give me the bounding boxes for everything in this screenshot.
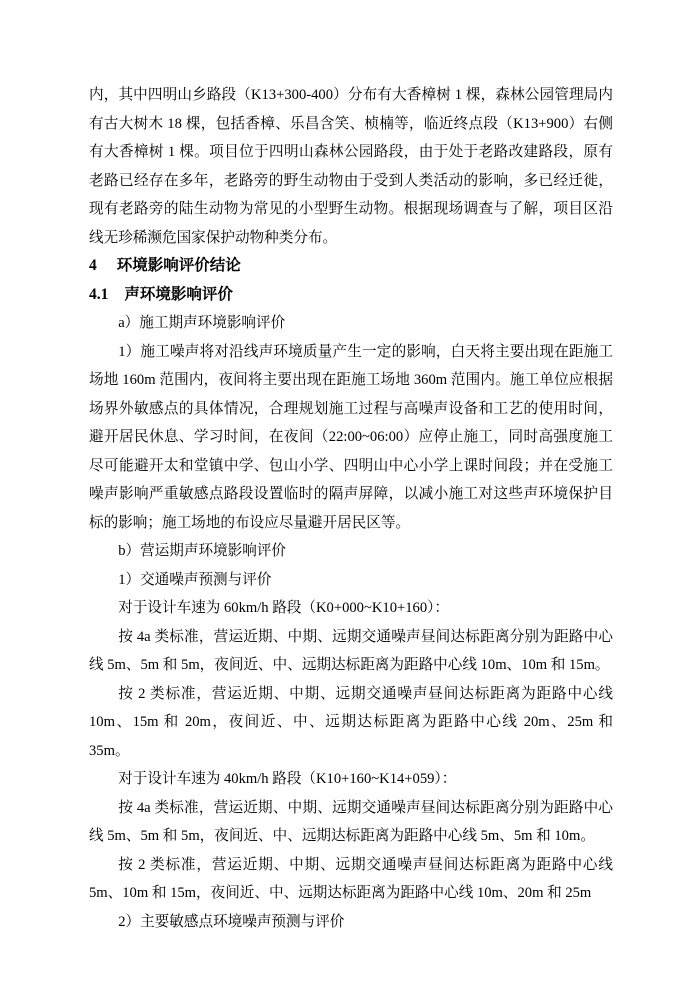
paragraph-speed-60-section: 对于设计车速为 60km/h 路段（K0+000~K10+160）： [118,600,450,616]
paragraph-60-class4a-distances: 按 4a 类标准，营运近期、中期、远期交通噪声昼间达标距离分别为距路中心线 5m、5m 和 5m，夜间近、中、远期达标距离为距路中心线 10m、10m 和 15m。 [89,628,613,673]
paragraph-40-class4a-distances: 按 4a 类标准，营运近期、中期、远期交通噪声昼间达标距离分别为距路中心线 5m、5m 和 5m，夜间近、中、远期达标距离为距路中心线 5m、5m 和 10m。 [89,799,613,844]
continuation-paragraph: 内，其中四明山乡路段（K13+300-400）分布有大香樟树 1 棵，森林公园管理局内有古大树木 18 棵，包括香樟、乐昌含笑、桢楠等，临近终点段（K13+900）右侧有大香樟树 1 棵。项目位于四明山森林公园路段，由于处于老路改建路段，原有老路已经存在多年，老路旁的野生动物由于受到人类活动的影响，多已经迁徙，现有老路旁的陆生动物为常见的小型野生动物。根据现场调查与了解，项目区沿线无珍稀濒危国家保护动物种类分布。 [89,87,613,246]
paragraph-40-class2-distances: 按 2 类标准，营运近期、中期、远期交通噪声昼间达标距离为距路中心线 5m、10m 和 15m，夜间近、中、远期达标距离为距路中心线 10m、20m 和 25m [89,856,613,901]
item-2-sensitive-points-label: 2）主要敏感点环境噪声预测与评价 [118,913,345,930]
section-heading [89,281,613,310]
page-text-body [89,81,613,936]
section-title: 声环境影响评价 [124,285,233,303]
paragraph-speed-40-section: 对于设计车速为 40km/h 路段（K10+160~K14+059）： [118,771,457,787]
item-a-construction-period-label: a）施工期声环境影响评价 [118,315,286,331]
paragraph-construction-noise-impact: 1）施工噪声将对沿线声环境质量产生一定的影响，白天将主要出现在距施工场地 160m 范围内，夜间将主要出现在距施工场地 360m 范围内。施工单位应根据场界外敏感点的具体情况，合理规划施工过程与高噪声设备和工艺的使用时间，避开居民休息、学习时间，在夜间（22:00~06:00）应停止施工，同时高强度施工尽可能避开太和堂镇中学、包山小学、四明山中心小学上课时间段；并在受施工噪声影响严重敏感点路段设置临时的隔声屏障，以减小施工对这些声环境保护目标的影响；施工场地的布设应尽量避开居民区等。 [89,343,613,531]
item-1-traffic-noise-label: 1）交通噪声预测与评价 [118,571,272,588]
chapter-heading [89,252,613,281]
item-b-operation-period-label: b）营运期声环境影响评价 [118,543,287,559]
paragraph-60-class2-distances: 按 2 类标准，营运近期、中期、远期交通噪声昼间达标距离为距路中心线 10m、15m 和 20m，夜间近、中、远期达标距离为距路中心线 20m、25m 和 35m。 [89,685,613,759]
chapter-title: 环境影响评价结论 [116,257,241,274]
chapter-number: 4 [89,257,97,274]
section-number: 4.1 [89,285,109,303]
